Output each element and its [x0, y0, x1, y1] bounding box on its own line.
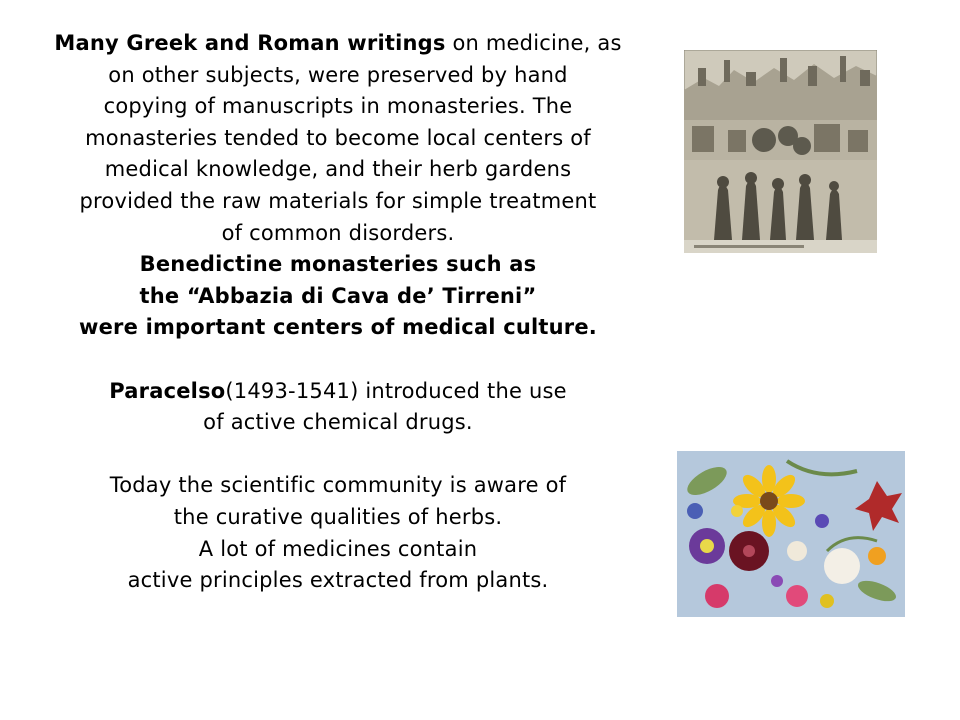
- paragraph-1-line-3: copying of manuscripts in monasteries. The: [103, 94, 573, 119]
- paragraph-4-line-2: the curative qualities of herbs.: [173, 504, 503, 529]
- paragraph-4-line-1: Today the scientific community is aware of: [109, 473, 567, 498]
- paragraph-spacer: [20, 344, 656, 376]
- paragraph-2-line-3: were important centers of medical culture.: [79, 315, 597, 340]
- paragraph-spacer: [20, 439, 656, 471]
- paragraph-4-line-4: active principles extracted from plants.: [127, 568, 549, 593]
- paragraph-1-line-5: medical knowledge, and their herb gardens: [104, 157, 572, 182]
- paragraph-3-line-1-rest: (1493-1541) introduced the use: [225, 378, 567, 403]
- paragraph-2-line-1: Benedictine monasteries such as: [139, 252, 537, 277]
- paragraph-1-line-7: of common disorders.: [221, 220, 455, 245]
- paragraph-1-line-6: provided the raw materials for simple treatment: [79, 188, 597, 213]
- paragraph-3-name-bold: Paracelso: [109, 378, 226, 403]
- paragraph-1-line-1: [20, 28, 656, 60]
- paragraph-1-line-4: monasteries tended to become local centers of: [85, 125, 591, 150]
- paragraph-1-line-1-rest: on medicine, as: [445, 31, 622, 55]
- paragraph-4-line-3: A lot of medicines contain: [198, 536, 478, 561]
- paragraph-3-line-1: [20, 376, 656, 408]
- paragraph-2-line-2: the “Abbazia di Cava de’ Tirreni”: [139, 283, 537, 308]
- monastery-engraving-image: [684, 50, 877, 253]
- text-block: [20, 28, 656, 597]
- paragraph-3-line-2: of active chemical drugs.: [203, 410, 473, 435]
- paragraph-1-line-2: on other subjects, were preserved by hand: [108, 62, 568, 87]
- paragraph-1-lead-bold: Many Greek and Roman writings: [54, 31, 446, 55]
- pressed-flowers-image: [677, 451, 905, 617]
